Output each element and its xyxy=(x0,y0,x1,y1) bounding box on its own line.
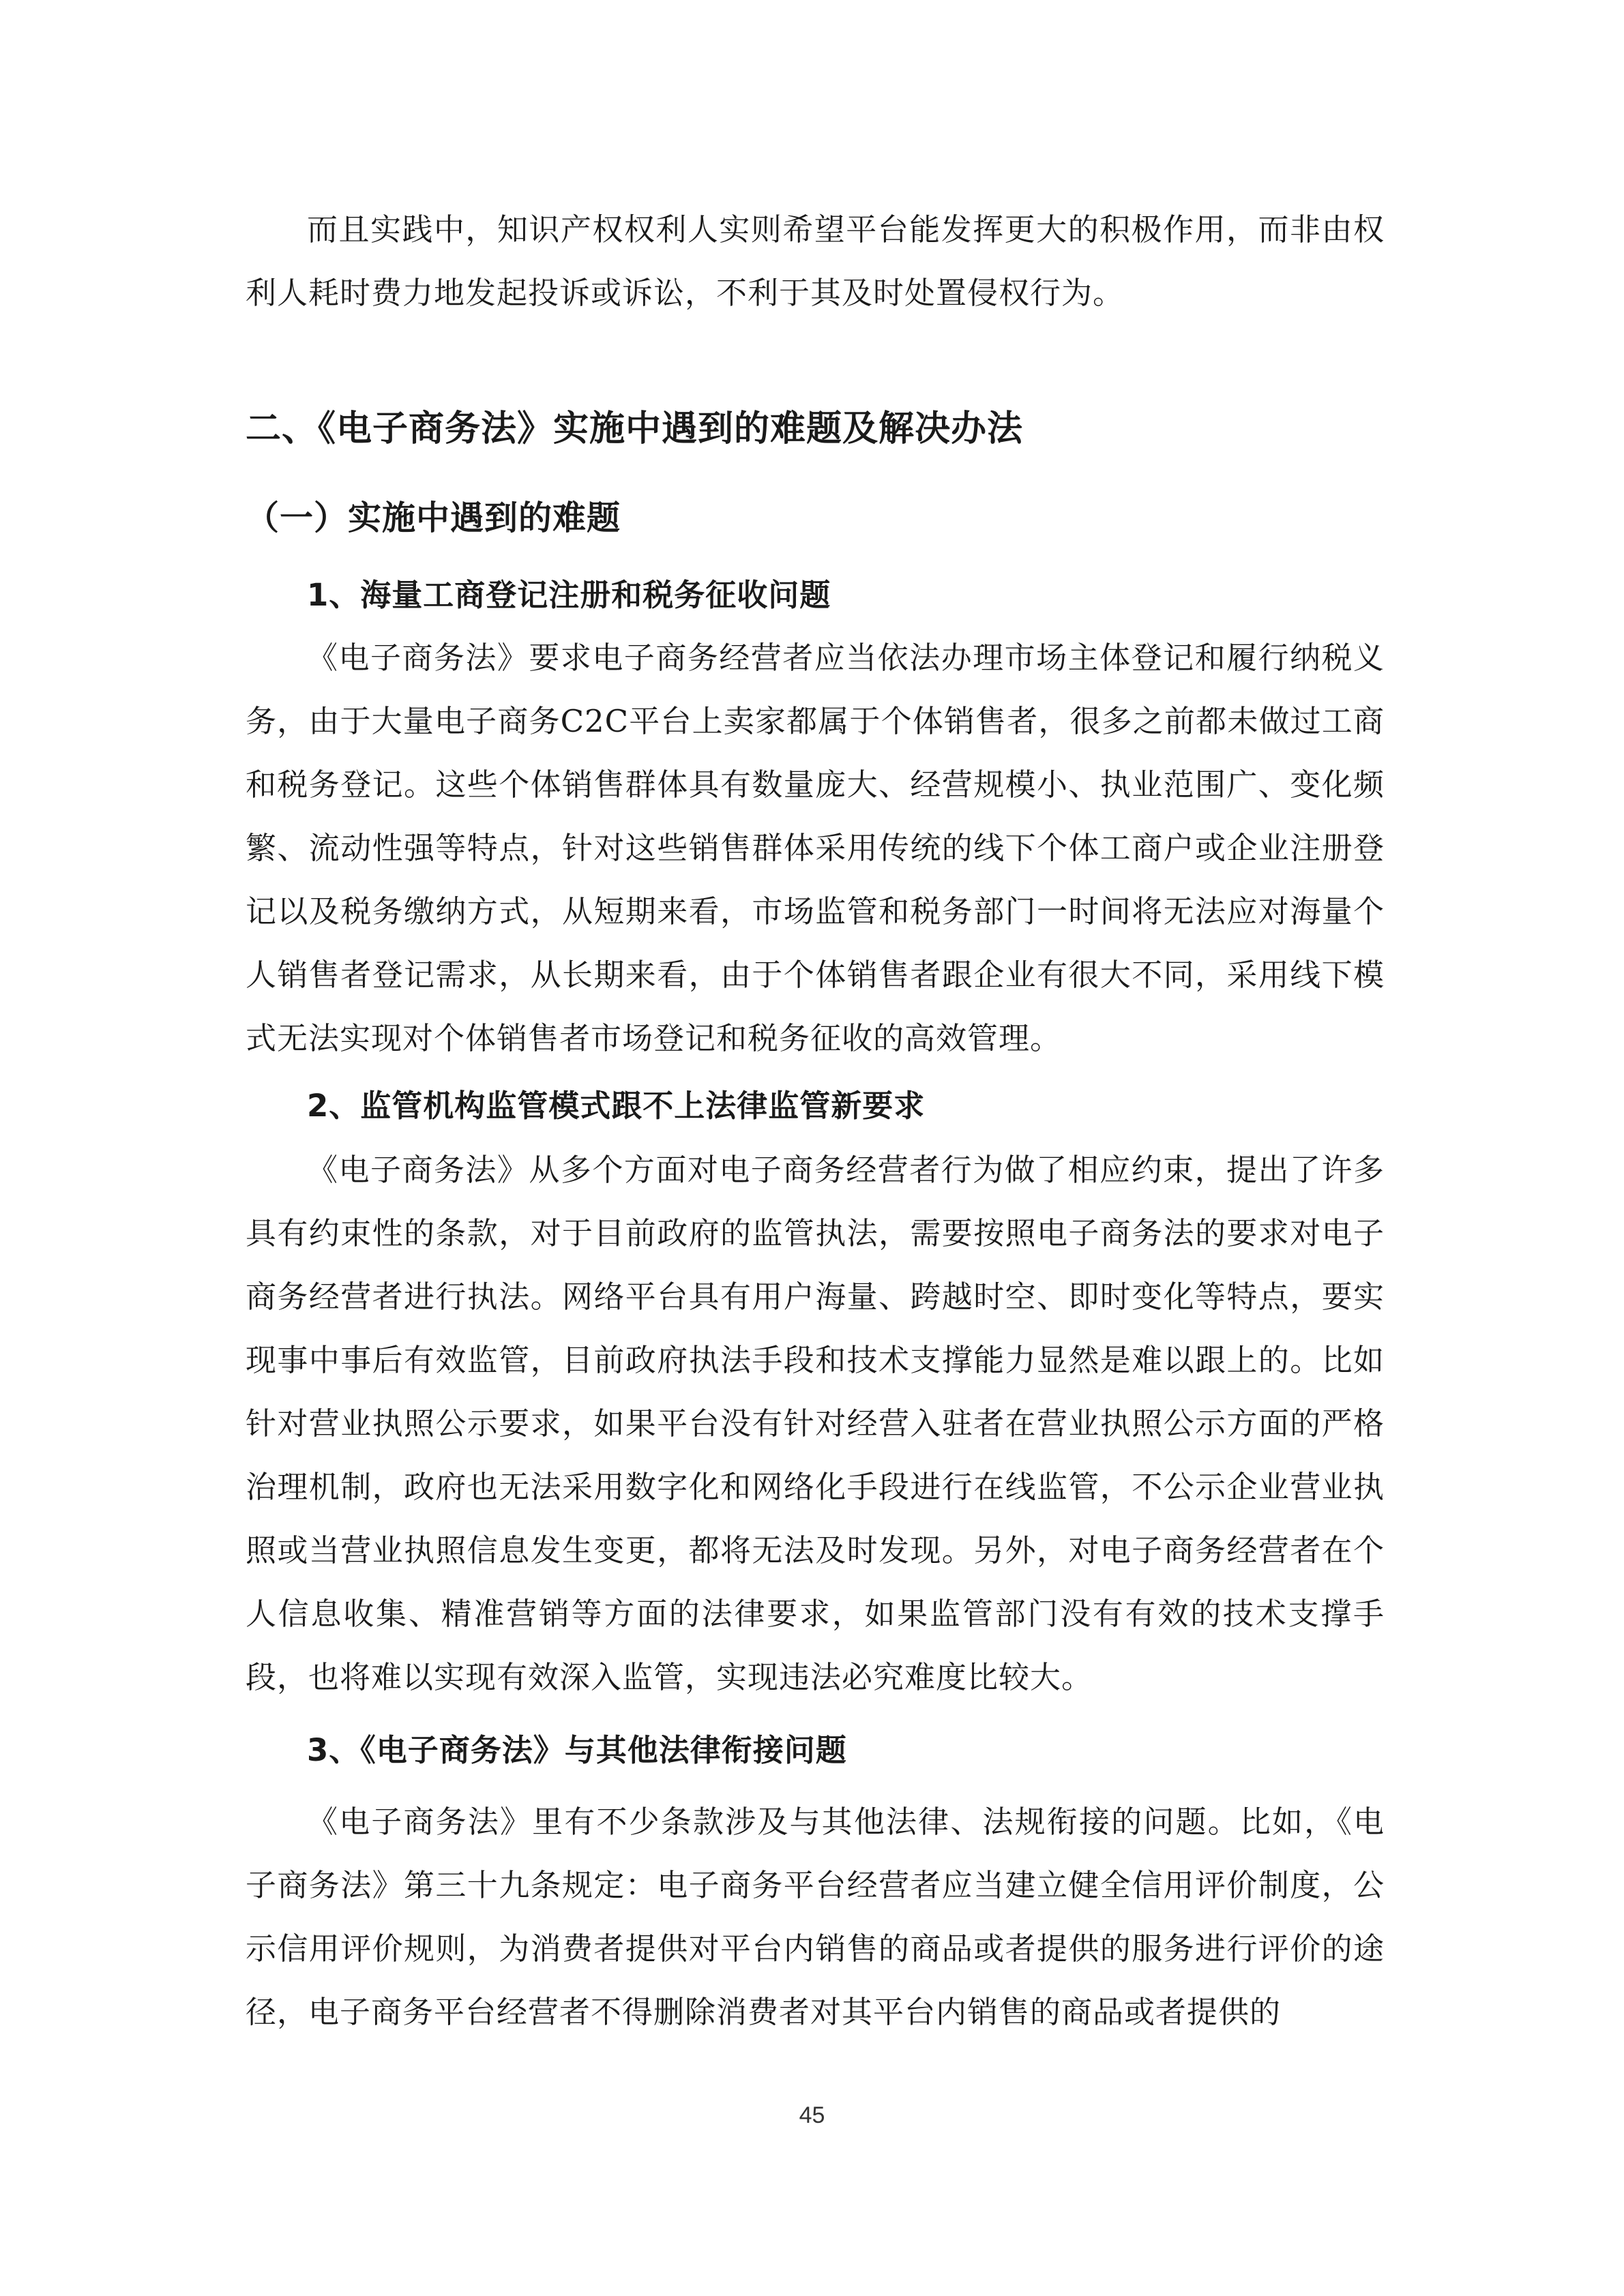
item3-paragraph: 《电子商务法》里有不少条款涉及与其他法律、法规衔接的问题。比如，《电子商务法》第三十九条规定：电子商务平台经营者应当建立健全信用评价制度，公示信用评价规则，为消费者提供对平台内销售的商品或者提供的服务进行评价的途径，电子商务平台经营者不得删除消费者对其平台内销售的商品或者提供的 xyxy=(246,1804,1385,2030)
item2-heading: 2、监管机构监管模式跟不上法律监管新要求 xyxy=(307,1088,926,1124)
intro-paragraph: 而且实践中，知识产权权利人实则希望平台能发挥更大的积极作用，而非由权利人耗时费力地发起投诉或诉讼，不利于其及时处置侵权行为。 xyxy=(246,211,1385,311)
subsection-heading: （一）实施中遇到的难题 xyxy=(246,498,621,537)
item2-paragraph: 《电子商务法》从多个方面对电子商务经营者行为做了相应约束，提出了许多具有约束性的条款，对于目前政府的监管执法，需要按照电子商务法的要求对电子商务经营者进行执法。网络平台具有用户海量、跨越时空、即时变化等特点，要实现事中事后有效监管，目前政府执法手段和技术支撑能力显然是难以跟上的。比如针对营业执照公示要求，如果平台没有针对经营入驻者在营业执照公示方面的严格治理机制，政府也无法采用数字化和网络化手段进行在线监管，不公示企业营业执照或当营业执照信息发生变更，都将无法及时发现。另外，对电子商务经营者在个人信息收集、精准营销等方面的法律要求，如果监管部门没有有效的技术支撑手段，也将难以实现有效深入监管，实现违法必究难度比较大。 xyxy=(246,1152,1385,1695)
item3-heading: 3、《电子商务法》与其他法律衔接问题 xyxy=(307,1732,847,1768)
page-number: 45 xyxy=(799,2102,825,2128)
item1-paragraph: 《电子商务法》要求电子商务经营者应当依法办理市场主体登记和履行纳税义务，由于大量电子商务C2C平台上卖家都属于个体销售者，很多之前都未做过工商和税务登记。这些个体销售群体具有数量庞大、经营规模小、执业范围广、变化频繁、流动性强等特点，针对这些销售群体采用传统的线下个体工商户或企业注册登记以及税务缴纳方式，从短期来看，市场监管和税务部门一时间将无法应对海量个人销售者登记需求，从长期来看，由于个体销售者跟企业有很大不同，采用线下模式无法实现对个体销售者市场登记和税务征收的高效管理。 xyxy=(246,640,1385,1056)
item1-heading: 1、海量工商登记注册和税务征收问题 xyxy=(307,577,831,613)
section-heading: 二、《电子商务法》实施中遇到的难题及解决办法 xyxy=(246,408,1024,449)
